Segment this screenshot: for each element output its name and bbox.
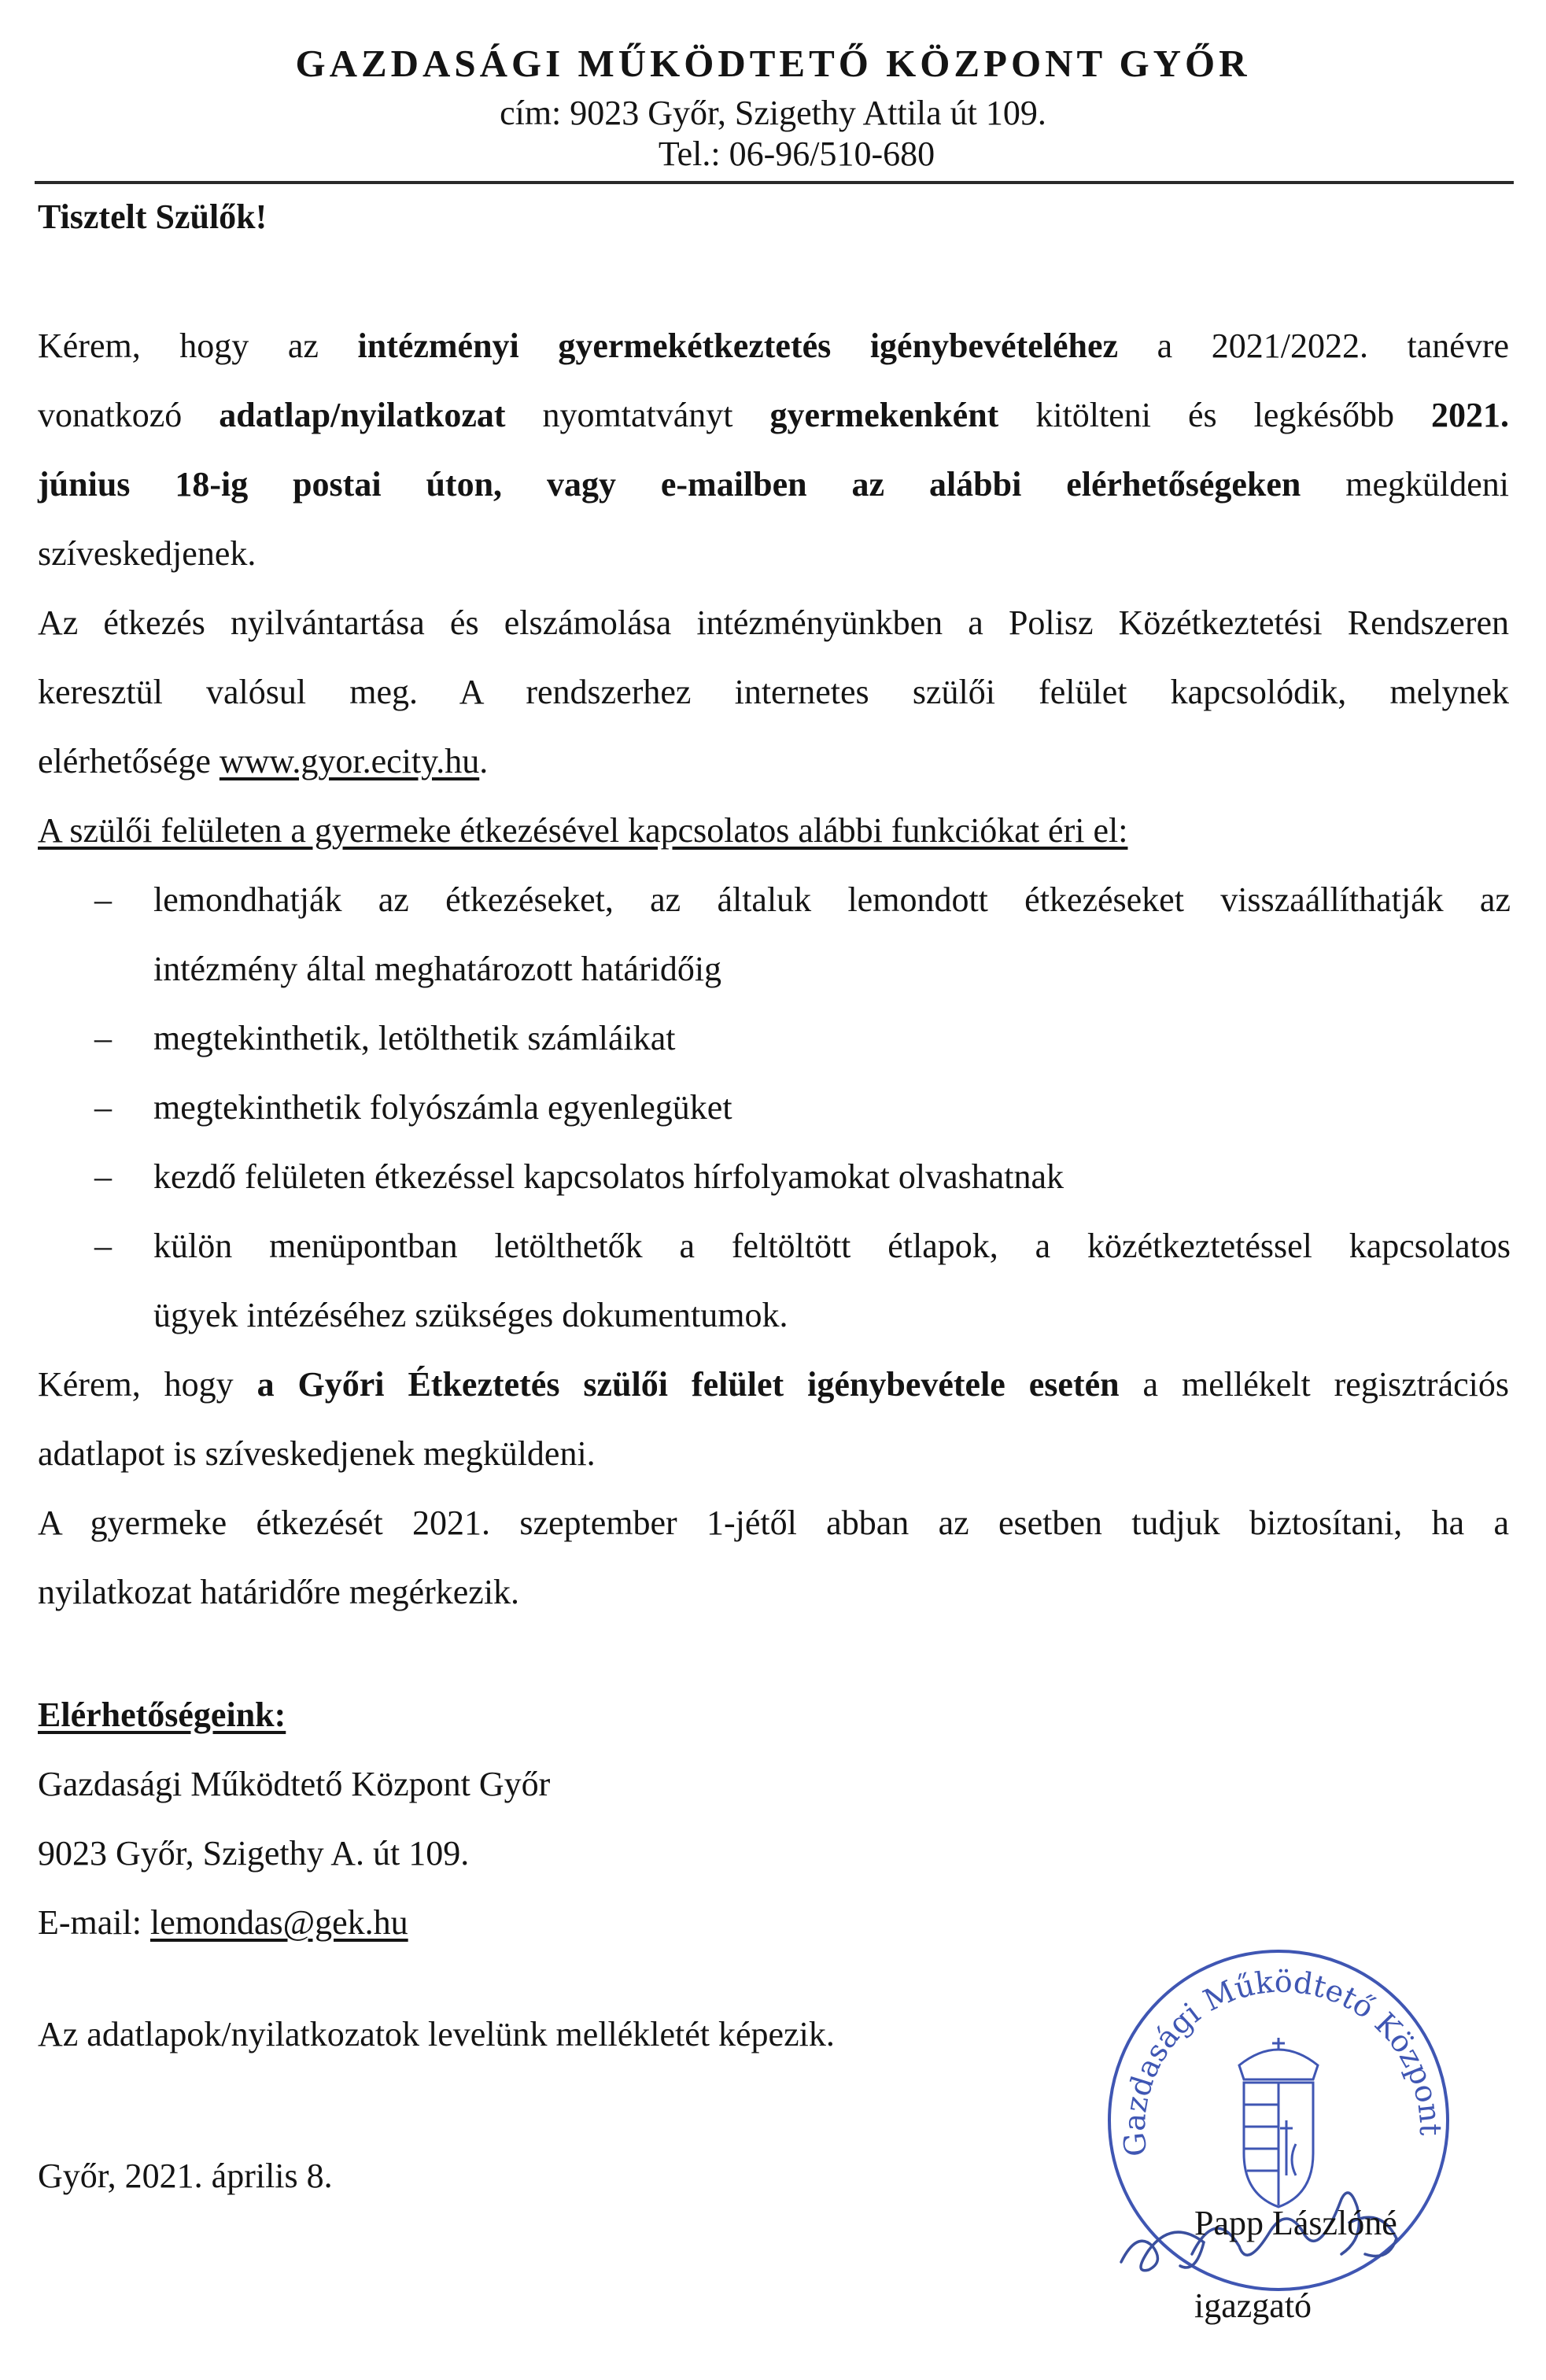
functions-intro-text: A szülői felületen a gyermeke étkezésével kapcsolatos alábbi funkciókat éri el: (38, 811, 1128, 850)
paragraph-registration-line-1 (38, 1350, 1509, 1419)
functions-intro (38, 796, 1509, 865)
paragraph-request-line-2 (38, 381, 1509, 450)
date-line-text: Győr, 2021. április 8. (38, 2157, 333, 2195)
paragraph-system (38, 589, 1509, 796)
text-run: . (479, 742, 489, 780)
paragraph-request-line-4: szíveskedjenek. (38, 534, 256, 573)
greeting: Tisztelt Szülők! (38, 197, 268, 236)
paragraph-system-line-3 (38, 727, 1509, 796)
paragraph-system-line-2: keresztül valósul meg. A rendszerhez internetes szülői felület kapcsolódik, melynek (38, 673, 1509, 711)
paragraph-registration-line-2: adatlapot is szíveskedjenek megküldeni. (38, 1434, 596, 1473)
list-item (153, 1073, 1511, 1142)
paragraph-system-line-1: Az étkezés nyilvántartása és elszámolása intézményünkben a Polisz Közétkeztetési Rendszeren (38, 603, 1509, 642)
text-run-bold: 2021. (1431, 396, 1509, 434)
text-run-bold: adatlap/nyilatkozat (219, 396, 506, 434)
list-item (153, 1004, 1511, 1073)
signatory-title: igazgató (1194, 2286, 1312, 2325)
paragraph-deadline (38, 1489, 1509, 1627)
paragraph-request (38, 312, 1509, 589)
organization-address: cím: 9023 Győr, Szigethy Attila út 109. (500, 94, 1046, 132)
contacts-heading: Elérhetőségeink: (38, 1696, 286, 1734)
organization-phone: Tel.: 06-96/510-680 (658, 135, 935, 173)
contacts-address: 9023 Győr, Szigethy A. út 109. (38, 1834, 470, 1873)
website-link[interactable]: www.gyor.ecity.hu (219, 742, 480, 780)
list-bullet: – (94, 1227, 112, 1265)
text-run: megküldeni (1301, 465, 1509, 504)
contacts-block (38, 1681, 1509, 1958)
list-item (153, 1212, 1511, 1350)
attachments-note-text: Az adatlapok/nyilatkozatok levelünk mellékletét képezik. (38, 2015, 835, 2053)
list-item (153, 1142, 1511, 1212)
stamp-text: Gazdasági Működtető Központ (1116, 1964, 1448, 2158)
list-item (153, 865, 1511, 1004)
text-run: a 2021/2022. tanévre (1118, 327, 1509, 365)
list-bullet: – (94, 1019, 112, 1057)
paragraph-deadline-line-1: A gyermeke étkezését 2021. szeptember 1-jétől abban az esetben tudjuk biztosítani, ha a (38, 1504, 1509, 1542)
paragraph-request-line-1 (38, 312, 1509, 381)
organization-name: GAZDASÁGI MŰKÖDTETŐ KÖZPONT GYŐR (295, 42, 1251, 85)
text-run-bold: intézményi gyermekétkeztetés igénybevételéhez (357, 327, 1119, 365)
text-run: elérhetősége (38, 742, 220, 780)
list-item-line: megtekinthetik folyószámla egyenlegüket (153, 1088, 732, 1127)
text-run-bold: a Győri Étkeztetés szülői felület igénybevétele esetén (256, 1365, 1120, 1404)
list-bullet: – (94, 880, 112, 919)
text-run: Kérem, hogy (38, 1365, 257, 1404)
text-run: kitölteni és legkésőbb (998, 396, 1431, 434)
text-run: Kérem, hogy az (38, 327, 358, 365)
header-divider (35, 181, 1514, 184)
contacts-name: Gazdasági Működtető Központ Győr (38, 1765, 551, 1803)
coat-of-arms-icon (1239, 2038, 1318, 2207)
signatory-name: Papp Lászlóné (1194, 2204, 1397, 2242)
text-run: vonatkozó (38, 396, 220, 434)
email-link[interactable]: lemondas@gek.hu (149, 1903, 408, 1942)
list-item-line: külön menüpontban letölthetők a feltöltött étlapok, a közétkeztetéssel kapcsolatos (153, 1227, 1511, 1265)
official-stamp (1098, 1939, 1459, 2301)
paragraph-deadline-line-2: nyilatkozat határidőre megérkezik. (38, 1573, 520, 1611)
list-item-line: kezdő felületen étkezéssel kapcsolatos hírfolyamokat olvashatnak (153, 1157, 1064, 1196)
paragraph-registration (38, 1350, 1509, 1489)
paragraph-request-line-3 (38, 450, 1509, 519)
text-run-bold: június 18-ig postai úton, vagy e-mailben az alábbi elérhetőségeken (38, 465, 1301, 504)
list-item-line: ügyek intézéséhez szükséges dokumentumok. (153, 1296, 788, 1334)
list-item-line: intézmény által meghatározott határidőig (153, 950, 722, 988)
list-item-line: lemondhatják az étkezéseket, az általuk lemondott étkezéseket visszaállíthatják az (153, 880, 1511, 919)
list-bullet: – (94, 1157, 112, 1196)
list-item-line: megtekinthetik, letölthetik számláikat (153, 1019, 676, 1057)
text-run-bold: gyermekenként (769, 396, 999, 434)
text-run: nyomtatványt (505, 396, 770, 434)
email-label: E-mail: (38, 1903, 150, 1942)
list-bullet: – (94, 1088, 112, 1127)
text-run: a mellékelt regisztrációs (1119, 1365, 1509, 1404)
